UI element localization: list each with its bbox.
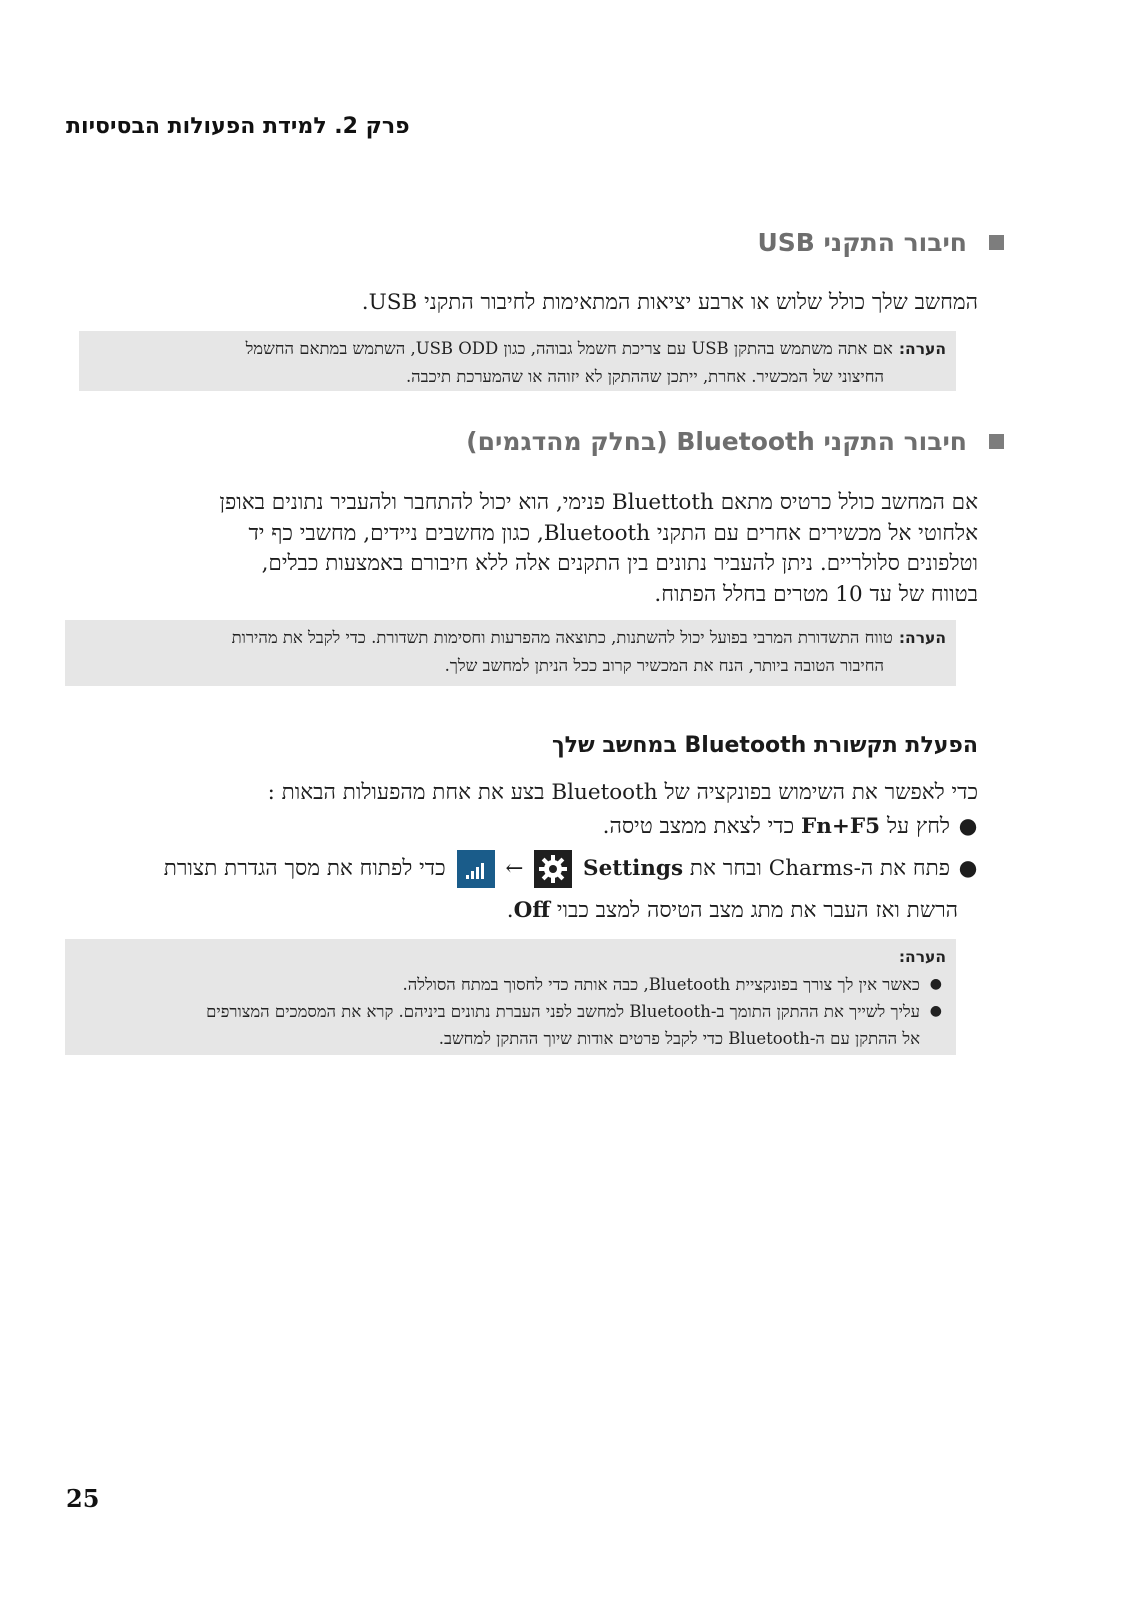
bluetooth-note [65,620,956,686]
square-bullet-icon [989,235,1004,250]
note-item-text: עליך לשייך את ההתקן התומך ב-Bluetooth למחשב לפני העברת נתונים ביניהם. קרא את המסמכים המצורפים [206,1002,920,1021]
enable-item-2-line2 [78,896,978,926]
arrow-left-icon: ← [505,856,524,881]
note-item-text: אל ההתקן עם ה-Bluetooth כדי לקבל פרטים אודות שיוך ההתקן למחשב. [438,1029,920,1048]
list-item [75,971,946,998]
bluetooth-heading-text: חיבור התקני Bluetooth (בחלק מהדגמים) [466,427,967,456]
bluetooth-body-line: וטלפונים סלולריים. ניתן להעביר נתונים בין התקנים אלה ללא חיבורם באמצעות כבלים, [261,551,978,576]
usb-note-line1 [89,335,946,363]
enable-note-list [75,971,946,1052]
bluetooth-body-line: אם המחשב כולל כרטיס מתאם Bluettoth פנימי, הוא יכול להתחבר ולהעביר נתונים באופן [219,490,978,515]
bluetooth-body [88,488,978,610]
enable-item-2 [78,850,978,888]
usb-heading-text: חיבור התקני USB [757,228,967,257]
enable-note [65,939,956,1055]
bluetooth-body-line: אלחוטי אל מכשירים אחרים עם התקני Bluetooth, כגון מחשבים ניידים, מחשבי כף יד [248,520,978,546]
usb-note-text1: אם אתה משתמש בהתקן USB עם צריכת חשמל גבוהה, כגון USB ODD, השתמש במתאם החשמל [245,339,893,358]
bullet-dot-icon: ● [958,856,978,881]
chapter-title: פרק 2. למידת הפעולות הבסיסיות [66,114,410,139]
note-item-text: כאשר אין לך צורך בפונקציית Bluetooth, כבה אותה כדי לחסוך במתח הסוללה. [402,975,920,994]
item2-line2-pre: הרשת ואז העבר את מתג מצב הטיסה למצב כבוי [556,898,958,923]
page-number: 25 [66,1484,100,1513]
list-item-continuation [75,1025,946,1052]
bluetooth-note-line1 [75,624,946,652]
bullet-dot-icon: ● [958,814,978,839]
note-label: הערה: [898,629,946,647]
usb-note-line2: החיצוני של המכשיר. אחרת, ייתכן שההתקן לא יזוהה או שהמערכת תיכבה. [405,367,884,386]
bluetooth-body-line: בטווח של עד 10 מטרים בחלל הפתוח. [654,581,978,607]
enable-item-1 [78,812,978,842]
network-signal-icon [457,850,495,888]
bluetooth-note-line2: החיבור הטובה ביותר, הנח את המכשיר קרוב ככל הניתן למחשב שלך. [444,656,884,675]
enable-note-label [75,943,946,971]
square-bullet-icon [989,434,1004,449]
item2-line2-post: . [506,898,514,923]
usb-section-heading [757,228,1004,257]
bullet-dot-icon: ● [929,1003,942,1019]
bluetooth-note-text1: טווח התשדורת המרבי בפועל יכול להשתנות, כתוצאה מהפרעות וחסימות תשדורת. כדי לקבל את מהירות [231,628,893,647]
bullet-dot-icon: ● [929,976,942,992]
item1-post: כדי לצאת ממצב טיסה. [602,814,795,839]
enable-bluetooth-heading: הפעלת תקשורת Bluetooth במחשב שלך [551,733,978,758]
usb-body: המחשב שלך כולל שלוש או ארבע יציאות המתאימות לחיבור התקני USB. [361,290,978,315]
bluetooth-section-heading [466,427,1004,456]
item2-pre: פתח את ה-Charms ובחר את [689,856,950,881]
item2-post: כדי לפתוח את מסך הגדרת תצורת [163,856,446,881]
note-label: הערה: [898,340,946,358]
note-label: הערה: [898,948,946,966]
fn-f5-key: Fn+F5 [800,814,881,839]
list-item [75,998,946,1025]
off-label: Off [513,898,550,923]
enable-intro: כדי לאפשר את השימוש בפונקציה של Bluetooth בצע את אחת מהפעולות הבאות : [267,780,978,805]
settings-label: Settings [583,856,684,881]
usb-note [79,331,956,391]
gear-icon [534,850,572,888]
item1-pre: לחץ על [886,814,950,839]
